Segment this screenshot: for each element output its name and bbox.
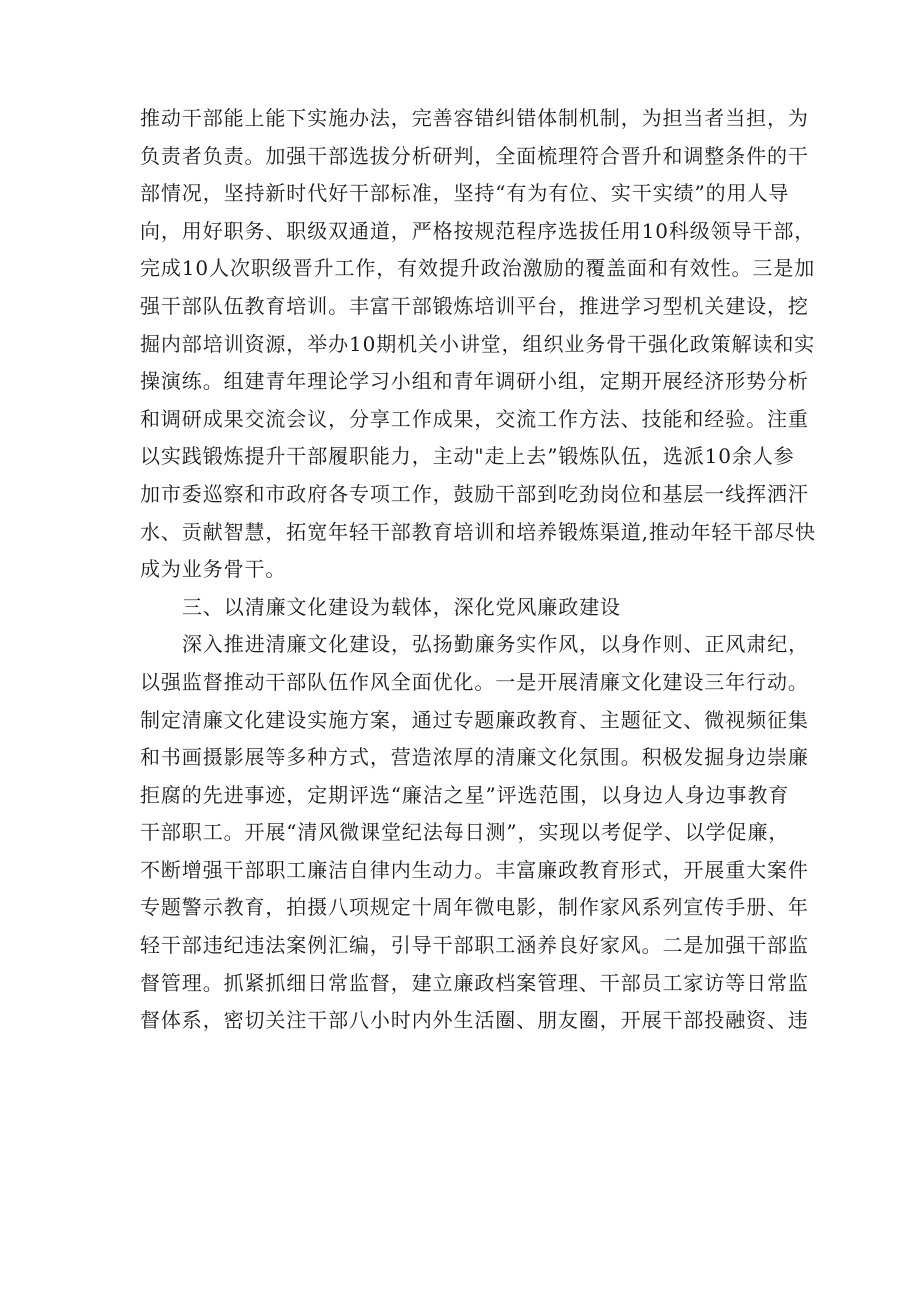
text-line: 操演练。组建青年理论学习小组和青年调研小组，定期开展经济形势分析 bbox=[140, 369, 809, 394]
text-line: 以实践锻炼提升干部履职能力，主动"走上去”锻炼队伍，选派10余人参 bbox=[140, 444, 795, 469]
text-line: 完成10人次职级晋升工作，有效提升政治激励的覆盖面和有效性。三是加 bbox=[140, 256, 816, 281]
section-heading: 三、以清廉文化建设为载体，深化党风廉政建设 bbox=[182, 594, 621, 619]
text-line: 不断增强干部职工廉洁自律内生动力。丰富廉政教育形式，开展重大案件 bbox=[140, 857, 809, 882]
text-line: 督体系，密切关注干部八小时内外生活圈、朋友圈，开展干部投融资、违 bbox=[140, 1008, 809, 1033]
text-line: 以强监督推动干部队伍作风全面优化。一是开展清廉文化建设三年行动。 bbox=[140, 669, 809, 694]
text-line: 水、贡献智慧，拓宽年轻干部教育培训和培养锻炼渠道,推动年轻干部尽快 bbox=[140, 519, 817, 544]
text-line: 负责者负责。加强干部选拔分析研判，全面梳理符合晋升和调整条件的干 bbox=[140, 143, 809, 168]
document-page bbox=[140, 100, 817, 1040]
text-line: 部情况，坚持新时代好干部标准，坚持“有为有位、实干实绩”的用人导 bbox=[140, 181, 790, 206]
text-line: 掘内部培训资源，举办10期机关小讲堂，组织业务骨干强化政策解读和实 bbox=[140, 331, 816, 356]
text-line: 强干部队伍教育培训。丰富干部锻炼培训平台，推进学习型机关建设，挖 bbox=[140, 293, 809, 318]
text-line: 和调研成果交流会议，分享工作成果，交流工作方法、技能和经验。注重 bbox=[140, 406, 809, 431]
text-line: 干部职工。开展“清风微课堂纪法每日测”，实现以考促学、以学促廉， bbox=[140, 820, 790, 845]
text-line: 向，用好职务、职级双通道，严格按规范程序选拔任用10科级领导干部， bbox=[140, 218, 816, 243]
paragraph-1 bbox=[140, 100, 817, 589]
paragraph-2 bbox=[140, 626, 809, 1040]
text-line: 督管理。抓紧抓细日常监督，建立廉政档案管理、干部员工家访等日常监 bbox=[140, 970, 809, 995]
text-line: 专题警示教育，拍摄八项规定十周年微电影，制作家风系列宣传手册、年 bbox=[140, 895, 809, 920]
text-line: 制定清廉文化建设实施方案，通过专题廉政教育、主题征文、微视频征集 bbox=[140, 707, 809, 732]
text-line: 和书画摄影展等多种方式，营造浓厚的清廉文化氛围。积极发掘身边崇廉 bbox=[140, 745, 809, 770]
text-line: 轻干部违纪违法案例汇编，引导干部职工涵养良好家风。二是加强干部监 bbox=[140, 933, 809, 958]
text-line: 拒腐的先进事迹，定期评选“廉洁之星”评选范围，以身边人身边事教育 bbox=[140, 782, 790, 807]
text-line: 推动干部能上能下实施办法，完善容错纠错体制机制，为担当者当担，为 bbox=[140, 106, 809, 130]
text-line: 成为业务骨干。 bbox=[140, 557, 287, 582]
text-line: 深入推进清廉文化建设，弘扬勤廉务实作风，以身作则、正风肃纪， bbox=[182, 632, 809, 657]
text-line: 加市委巡察和市政府各专项工作，鼓励干部到吃劲岗位和基层一线挥洒汗 bbox=[140, 481, 809, 506]
